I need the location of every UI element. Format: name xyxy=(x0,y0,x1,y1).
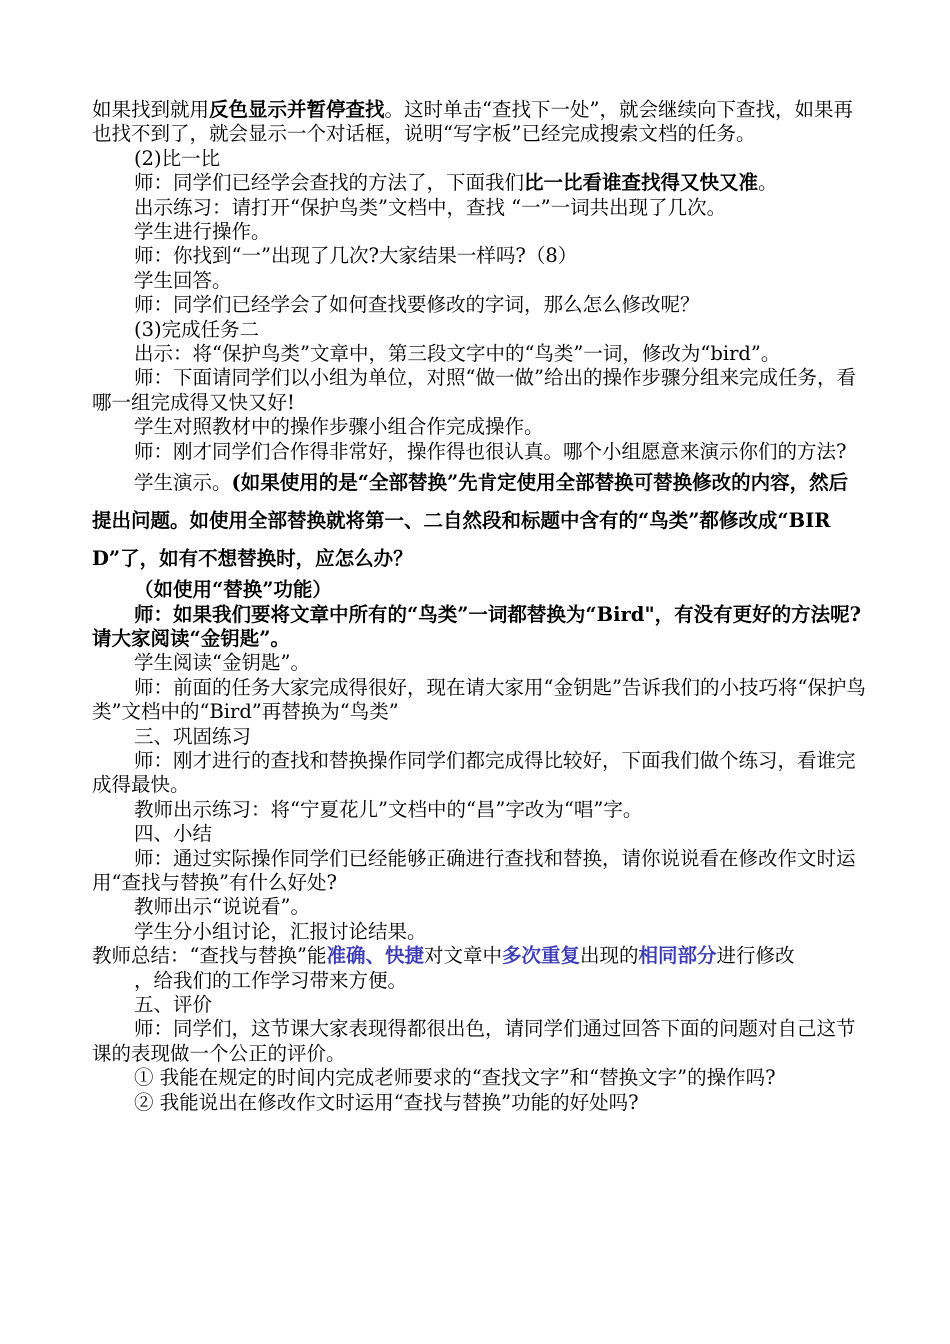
emphasis-text: 多次重复 xyxy=(501,944,580,968)
paragraph xyxy=(92,269,867,293)
text-run: (3)完成任务二 xyxy=(134,317,260,341)
paragraph xyxy=(92,318,867,342)
text-run: 教师出示“说说看”。 xyxy=(134,895,310,919)
text-run: 出现的 xyxy=(580,944,639,968)
paragraph xyxy=(92,895,867,919)
paragraph xyxy=(92,147,867,171)
text-run: 出示：将“保护鸟类”文章中，第三段文字中的“鸟类”一词，修改为“bird”。 xyxy=(134,342,781,366)
paragraph xyxy=(92,676,867,725)
paragraph xyxy=(92,366,867,415)
paragraph xyxy=(92,98,867,147)
text-run: ① 我能在规定的时间内完成老师要求的“查找文字”和“替换文字”的操作吗? xyxy=(134,1066,776,1090)
text-run: 。 xyxy=(758,171,778,195)
text-run: 教师出示练习：将“宁夏花儿”文档中的“昌”字改为“唱”字。 xyxy=(134,797,643,821)
paragraph xyxy=(92,847,867,896)
text-run: 师：刚才同学们合作得非常好，操作得也很认真。哪个小组愿意来演示你们的方法? xyxy=(134,439,847,463)
text-run: 教师总结：“查找与替换”能 xyxy=(92,944,327,968)
emphasis-text: (如果使用的是“全部替换”先肯定使用全部替换可替换修改的内容，然后提出问题。如使用全部替换就将第一、二自然段和标题中含有的“鸟类”都修改成“BIRD”了，如有不想替换时，应怎么办？ xyxy=(92,471,849,571)
paragraph xyxy=(92,244,867,268)
text-run: 四、小结 xyxy=(134,822,213,846)
paragraph xyxy=(92,969,867,993)
text-run: 对文章中 xyxy=(423,944,502,968)
paragraph xyxy=(92,944,867,968)
text-run: 三、巩固练习 xyxy=(134,724,252,748)
text-run: 师：通过实际操作同学们已经能够正确进行查找和替换，请你说说看在修改作文时运用“查找与替换”有什么好处? xyxy=(92,846,856,894)
paragraph xyxy=(92,822,867,846)
text-run: 学生演示。 xyxy=(134,471,232,495)
paragraph xyxy=(92,603,867,652)
text-run: 师：刚才进行的查找和替换操作同学们都完成得比较好，下面我们做个练习，看谁完成得最快。 xyxy=(92,748,856,797)
emphasis-text: （如使用“替换”功能） xyxy=(134,578,332,602)
text-run: 出示练习：请打开“保护鸟类”文档中，查找 “一”一词共出现了几次。 xyxy=(134,195,727,219)
document-body xyxy=(92,98,867,1115)
paragraph xyxy=(92,342,867,366)
text-run: 学生阅读“金钥匙”。 xyxy=(134,651,310,675)
paragraph xyxy=(92,578,867,602)
emphasis-text: 师：如果我们要将文章中所有的“鸟类”一词都替换为“Bird"，有没有更好的方法呢?请大家阅读“金钥匙”。 xyxy=(92,602,862,650)
paragraph xyxy=(92,1066,867,1090)
emphasis-text: 准确、快捷 xyxy=(326,944,424,968)
text-run: 师：前面的任务大家完成得很好，现在请大家用“金钥匙”告诉我们的小技巧将“保护鸟类”文档中的“Bird”再替换为“鸟类” xyxy=(92,675,866,724)
emphasis-text: 相同部分 xyxy=(638,944,717,968)
paragraph xyxy=(92,293,867,317)
paragraph xyxy=(92,798,867,822)
paragraph xyxy=(92,171,867,195)
text-run: 师：同学们已经学会了如何查找要修改的字词，那么怎么修改呢？ xyxy=(134,293,700,317)
emphasis-text: 反色显示并暂停查找 xyxy=(209,98,385,121)
paragraph xyxy=(92,651,867,675)
paragraph xyxy=(92,415,867,439)
text-run: 师：同学们已经学会查找的方法了，下面我们 xyxy=(134,171,525,195)
text-run: 学生回答。 xyxy=(134,268,232,292)
paragraph xyxy=(92,993,867,1017)
paragraph xyxy=(92,1017,867,1066)
paragraph xyxy=(92,749,867,798)
text-run: 五、评价 xyxy=(134,993,213,1016)
text-run: 师：下面请同学们以小组为单位，对照“做一做”给出的操作步骤分组来完成任务，看哪一组完成得又快又好! xyxy=(92,366,856,414)
paragraph xyxy=(92,725,867,749)
text-run: 。这时单击“查找下一处”，就会继续向下查找，如果再也找不到了，就会显示一个对话框，说明“写字板”已经完成搜索文档的任务。 xyxy=(92,98,853,146)
text-run: (2)比一比 xyxy=(134,146,221,170)
paragraph xyxy=(92,1091,867,1115)
text-run: 师：你找到“一”出现了几次?大家结果一样吗?（8） xyxy=(134,244,578,268)
text-run: 如果找到就用 xyxy=(92,98,210,121)
text-run: 师：同学们，这节课大家表现得都很出色，请同学们通过回答下面的问题对自己这节课的表现做一个公正的评价。 xyxy=(92,1017,856,1065)
paragraph xyxy=(92,196,867,220)
text-run: ，给我们的工作学习带来方便。 xyxy=(134,968,408,992)
paragraph xyxy=(92,440,867,464)
paragraph xyxy=(92,464,867,578)
paragraph xyxy=(92,220,867,244)
text-run: 进行修改 xyxy=(716,944,795,968)
text-run: 学生进行操作。 xyxy=(134,220,271,244)
text-run: 学生分小组讨论，汇报讨论结果。 xyxy=(134,919,427,943)
paragraph xyxy=(92,920,867,944)
emphasis-text: 比一比看谁查找得又快又准 xyxy=(524,171,759,195)
text-run: ② 我能说出在修改作文时运用“查找与替换”功能的好处吗? xyxy=(134,1090,639,1114)
text-run: 学生对照教材中的操作步骤小组合作完成操作。 xyxy=(134,415,544,439)
